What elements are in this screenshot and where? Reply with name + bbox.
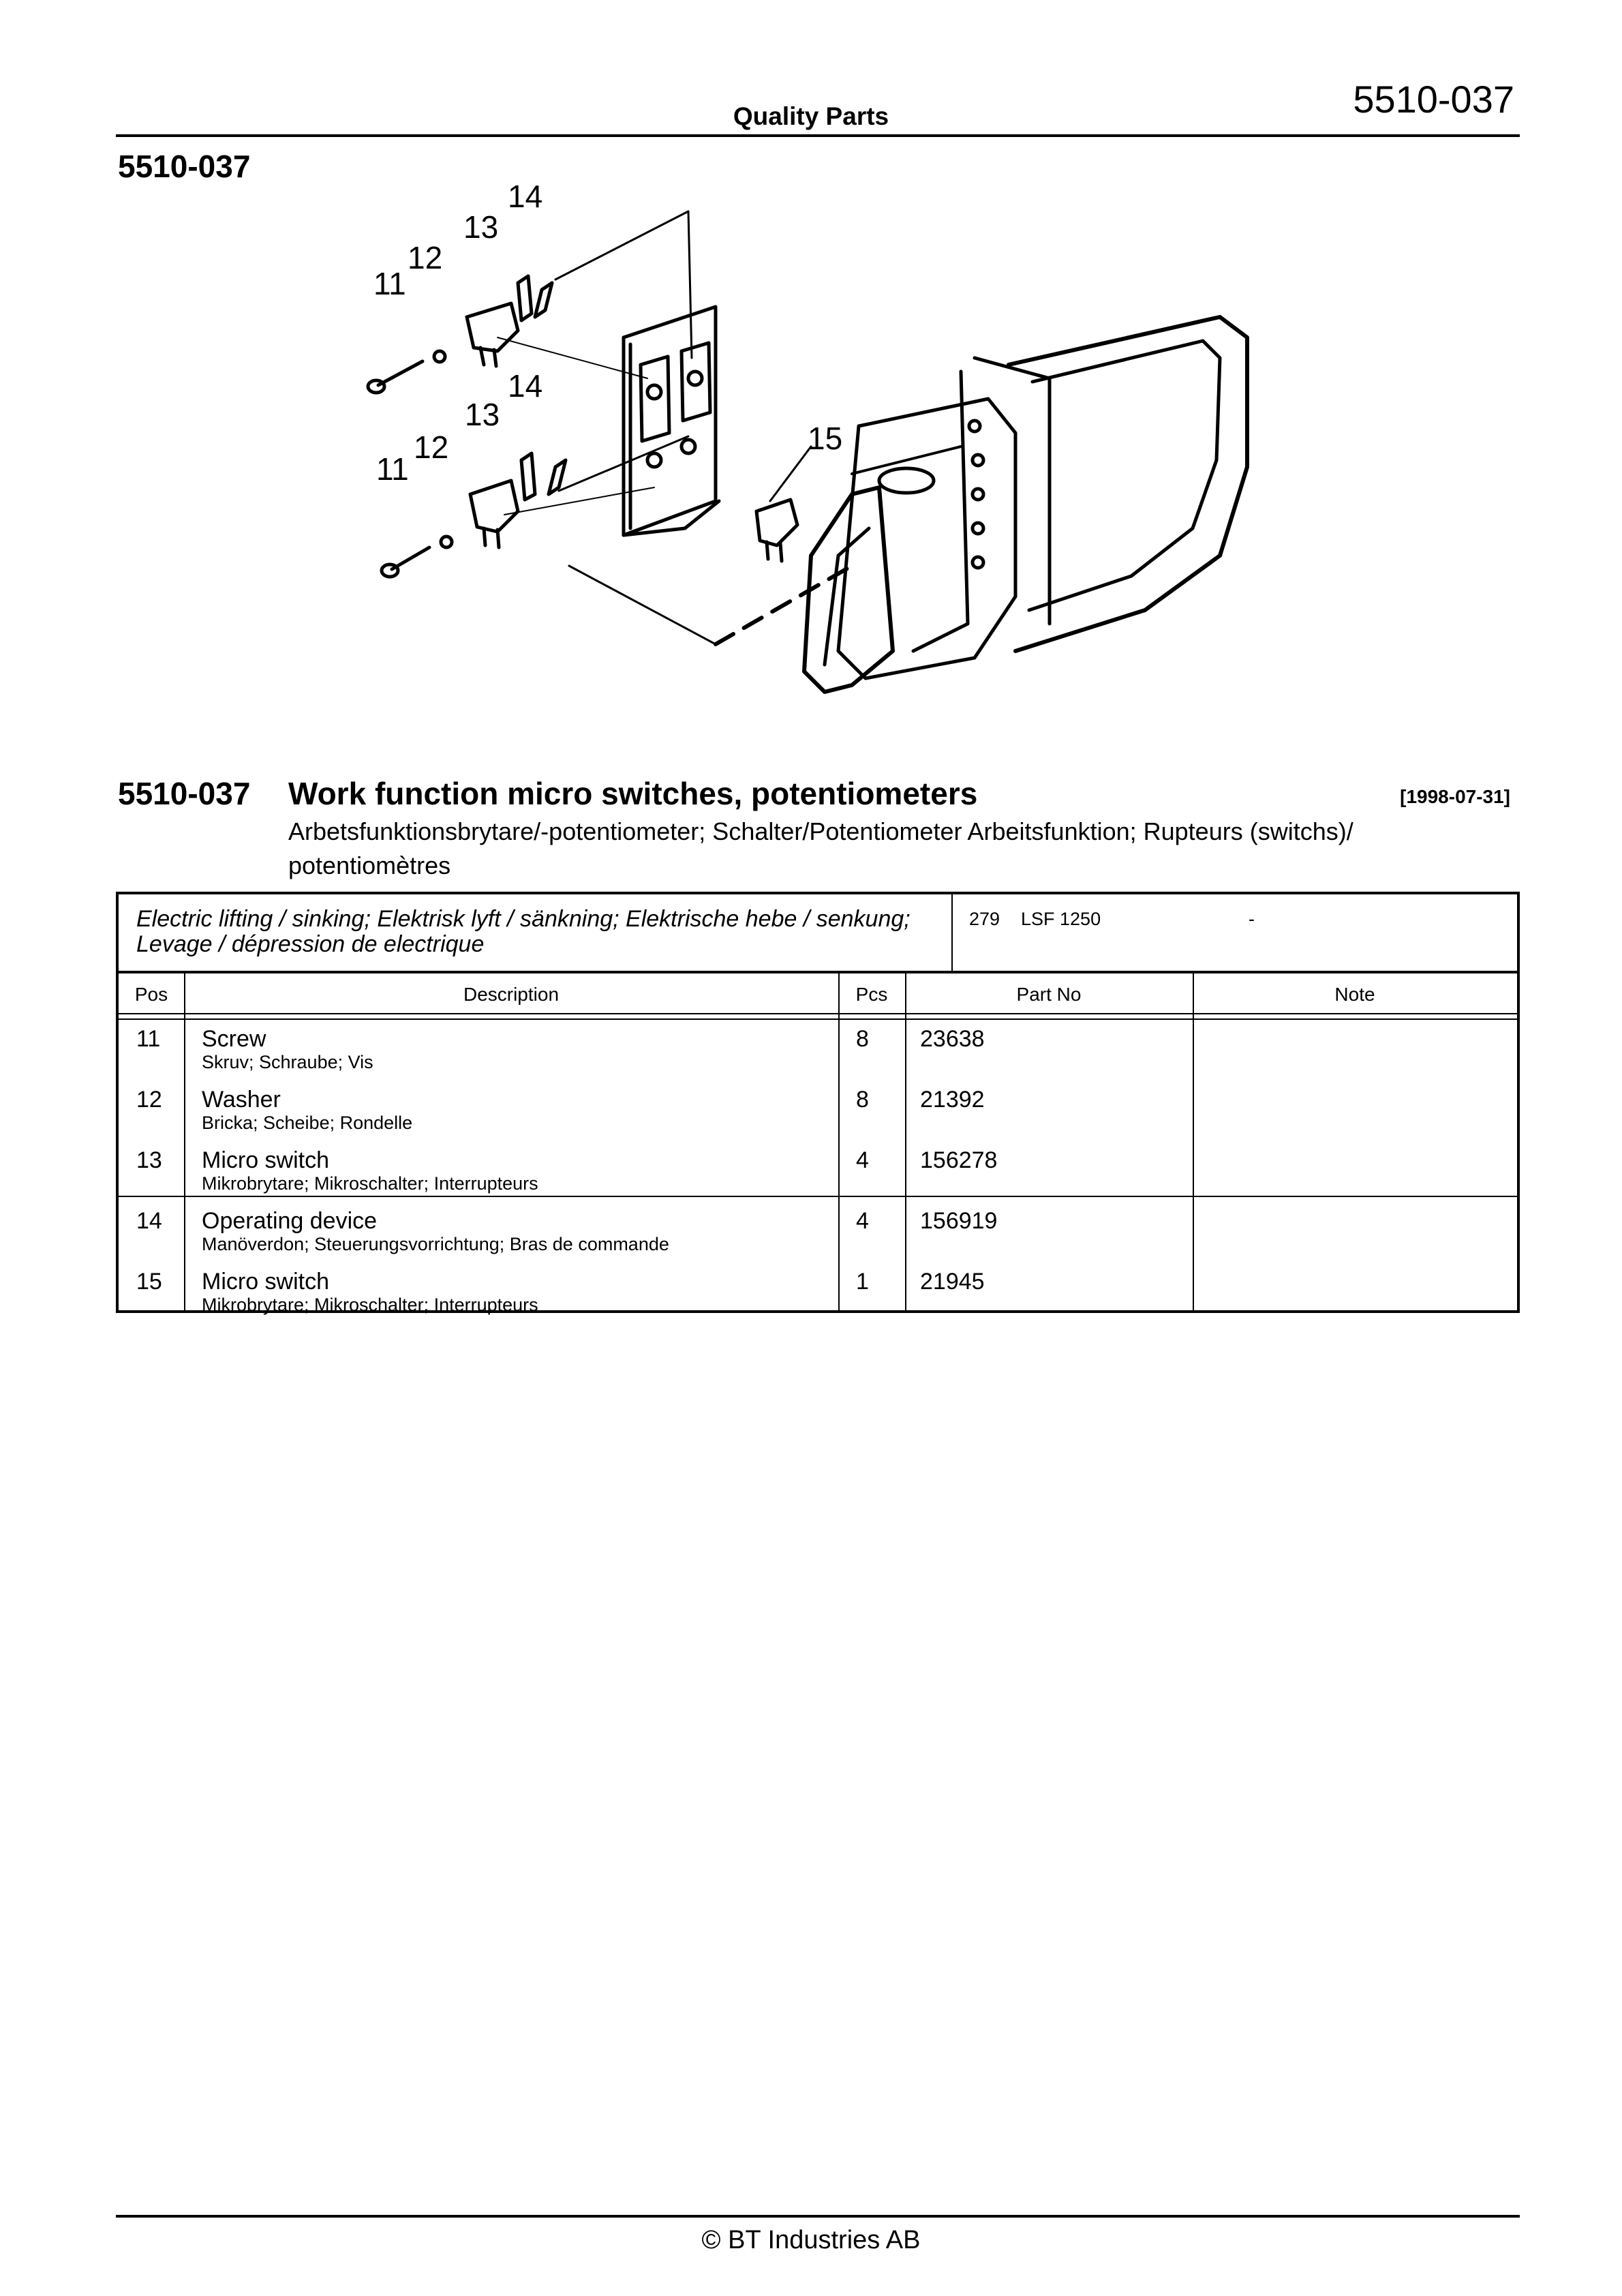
row-pcs: 8 [856,1026,869,1052]
row-pcs: 4 [856,1208,869,1234]
row-description: Screw [202,1026,266,1052]
copyright: © BT Industries AB [701,2226,921,2254]
callout-15: 15 [808,421,843,456]
header-note: Note [1334,984,1375,1005]
header-rule-2 [119,1018,1517,1020]
col-divider-desc [838,973,840,1310]
header-rule-1 [119,1013,1517,1014]
callout-13-lower: 13 [465,397,500,432]
callout-14-lower: 14 [508,368,543,404]
row-description-translations: Mikrobrytare; Mikroschalter; Interrupteurs [202,1173,538,1194]
micro-switch-15 [756,447,811,561]
row-description-translations: Bricka; Scheibe; Rondelle [202,1113,413,1133]
section-date: [1998-07-31] [1400,786,1510,807]
row-part-no: 21392 [920,1087,985,1113]
row-description: Micro switch [202,1269,330,1295]
header-part-no: Part No [1016,984,1082,1005]
col-divider-pos [184,973,185,1310]
row-part-no: 23638 [920,1026,985,1052]
row-description: Washer [202,1087,281,1113]
col-divider-partno [1193,973,1194,1310]
section-title: Work function micro switches, potentiometers [288,776,978,811]
callout-14-upper: 14 [508,179,543,214]
footer-rule [116,2215,1520,2218]
col-divider-pcs [905,973,906,1310]
callout-12-lower: 12 [414,429,449,465]
tiller-handle [804,317,1247,692]
row-pos: 13 [136,1147,162,1173]
row-pcs: 1 [856,1269,869,1295]
lower-switch-assembly [382,453,566,577]
row-description-translations: Skruv; Schraube; Vis [202,1052,373,1072]
row-pos: 15 [136,1269,162,1295]
callout-11-upper: 11 [373,266,406,301]
callout-12-upper: 12 [408,240,443,275]
variant-divider [951,894,953,971]
row-description-translations: Manöverdon; Steuerungsvorrichtung; Bras de commande [202,1234,669,1254]
row-pos: 11 [136,1026,161,1052]
figure-code: 5510-037 [118,149,251,184]
row-pos: 12 [136,1087,162,1113]
document-code: 5510-037 [1353,78,1514,121]
exploded-view-figure [361,174,1268,733]
row-pcs: 4 [856,1147,869,1173]
mounting-bracket [624,307,719,535]
row-part-no: 21945 [920,1269,985,1295]
variant-code: 279 [969,909,1000,929]
section-code: 5510-037 [118,776,251,811]
header-pos: Pos [134,984,168,1005]
row-description-translations: Mikrobrytare; Mikroschalter; Interrupteurs [202,1295,538,1315]
row-pos: 14 [136,1208,162,1234]
row-part-no: 156278 [920,1147,998,1173]
variant-rule [119,971,1517,973]
header-description: Description [463,984,560,1005]
callout-13-upper: 13 [463,209,499,245]
parts-table [116,892,1520,1313]
variant-model: LSF 1250 [1021,909,1101,929]
variant-description: Electric lifting / sinking; Elektrisk lyft / sänkning; Elektrische hebe / senkung; Levage / dépression de electrique [136,906,911,957]
variant-range: - [1249,909,1255,929]
running-title: Quality Parts [733,102,889,130]
row-pcs: 8 [856,1087,869,1113]
group-rule [119,1196,1517,1197]
row-description: Micro switch [202,1147,330,1173]
header-pcs: Pcs [855,984,888,1005]
section-subtitle: Arbetsfunktionsbrytare/-potentiometer; Schalter/Potentiometer Arbeitsfunktion; Rupteurs (switchs)/ potentiomètres [288,817,1353,879]
header-rule [116,134,1520,137]
row-part-no: 156919 [920,1208,998,1234]
row-description: Operating device [202,1208,378,1234]
callout-11-lower: 11 [376,451,409,487]
